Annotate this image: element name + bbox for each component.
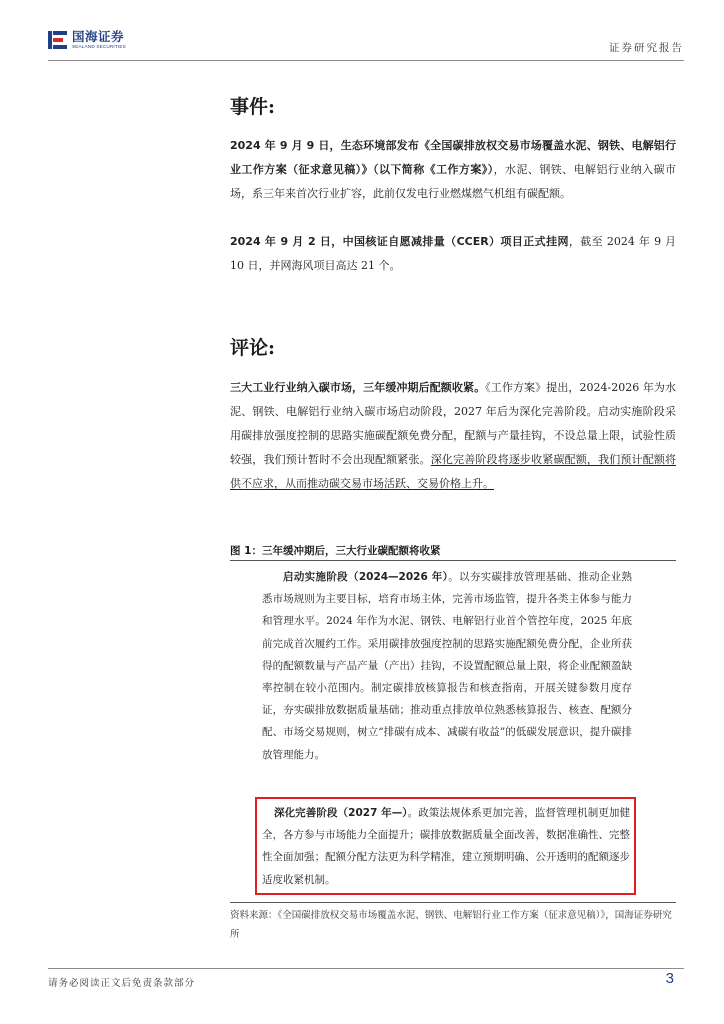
document-type: 证券研究报告 bbox=[609, 42, 684, 54]
event-p2-text: ，截至 2024 年 9 月 10 日，并网海风项目高达 21 个。 bbox=[230, 235, 676, 272]
stage-1-body: 。以夯实碳排放管理基础、推动企业熟悉市场规则为主要目标，培育市场主体，完善市场监管，提升各类主体参与能力和管理水平。2024 年作为水泥、钢铁、电解铝行业首个管控年度，2025 年底前完成首次履约工作。采用碳排放强度控制的思路实施配额免费分配，企业所获得的配额数量与产品产量（产出）挂钩，不设置配额总量上限，将企业配额盈缺率控制在较小范围内。制定碳排放核算报告和核查指南，开展关键参数月度存证，夯实碳排放数据质量基础；推动重点排放单位熟悉核算报告、核查、配额分配、市场交易规则，树立“排碳有成本、减碳有收益”的低碳发展意识，提升碳排放管理能力。 bbox=[262, 571, 633, 761]
comment-text: 《工作方案》提出，2024-2026 年为水泥、钢铁、电解铝行业纳入碳市场启动阶段，2027 年后为深化完善阶段。启动实施阶段采用碳排放强度控制的思路实施碳配额免费分配，配额与产量挂钩，不设总量上限，试验性质较强，我们预计暂时不会出现配额紧张。 bbox=[230, 381, 677, 466]
event-p1-bold: 2024 年 9 月 9 日，生态环境部发布《全国碳排放权交易市场覆盖水泥、钢铁、电解铝行业工作方案（征求意见稿）》（以下简称《工作方案》） bbox=[230, 139, 676, 176]
figure-top-rule bbox=[230, 560, 676, 561]
stage-2-body: 。政策法规体系更加完善，监督管理机制更加健全，各方参与市场能力全面提升；碳排放数据质量全面改善，数据准确性、完整性全面加强；配额分配方法更为科学精准，建立预期明确、公开透明的配额逐步适度收紧机制。 bbox=[262, 807, 631, 886]
figure-source: 资料来源：《全国碳排放权交易市场覆盖水泥、钢铁、电解铝行业工作方案（征求意见稿）》，国海证券研究所 bbox=[230, 910, 672, 940]
footer-disclaimer: 请务必阅读正文后免责条款部分 bbox=[48, 978, 196, 989]
comment-underlined-text: 深化完善阶段将逐步收紧碳配额，我们预计配额将供不应求，从而推动碳交易市场活跃、交易价格上升。 bbox=[230, 453, 677, 490]
figure-stage-1 bbox=[262, 566, 632, 766]
stage-2-heading: 深化完善阶段（2027 年—） bbox=[274, 807, 408, 819]
footer-divider bbox=[48, 968, 684, 969]
logo-text-en: SEALAND SECURITIES bbox=[72, 44, 126, 49]
comment-paragraph bbox=[230, 376, 676, 496]
event-p1-text: ，水泥、钢铁、电解铝行业纳入碳市场，系三年来首次行业扩容，此前仅发电行业燃煤燃气机组有碳配额。 bbox=[230, 163, 676, 200]
figure-stage-2 bbox=[262, 802, 630, 891]
logo-text-cn: 国海证券 bbox=[72, 29, 125, 44]
stage-1-heading: 启动实施阶段（2024—2026 年） bbox=[283, 571, 449, 583]
logo-mark-icon bbox=[48, 30, 68, 50]
page-header bbox=[48, 30, 684, 60]
company-logo bbox=[48, 30, 126, 56]
event-p2-bold: 2024 年 9 月 2 日，中国核证自愿减排量（CCER）项目正式挂网 bbox=[230, 235, 569, 248]
event-heading: 事件: bbox=[230, 96, 276, 118]
event-paragraph-2 bbox=[230, 230, 676, 278]
figure-bottom-rule bbox=[230, 902, 676, 903]
header-divider bbox=[48, 60, 684, 61]
comment-bold-lead: 三大工业行业纳入碳市场，三年缓冲期后配额收紧。 bbox=[230, 381, 486, 394]
figure-title: 图 1：三年缓冲期后，三大行业碳配额将收紧 bbox=[230, 545, 441, 557]
event-paragraph-1 bbox=[230, 134, 676, 206]
comment-heading: 评论: bbox=[230, 337, 276, 359]
page-number: 3 bbox=[665, 970, 674, 987]
